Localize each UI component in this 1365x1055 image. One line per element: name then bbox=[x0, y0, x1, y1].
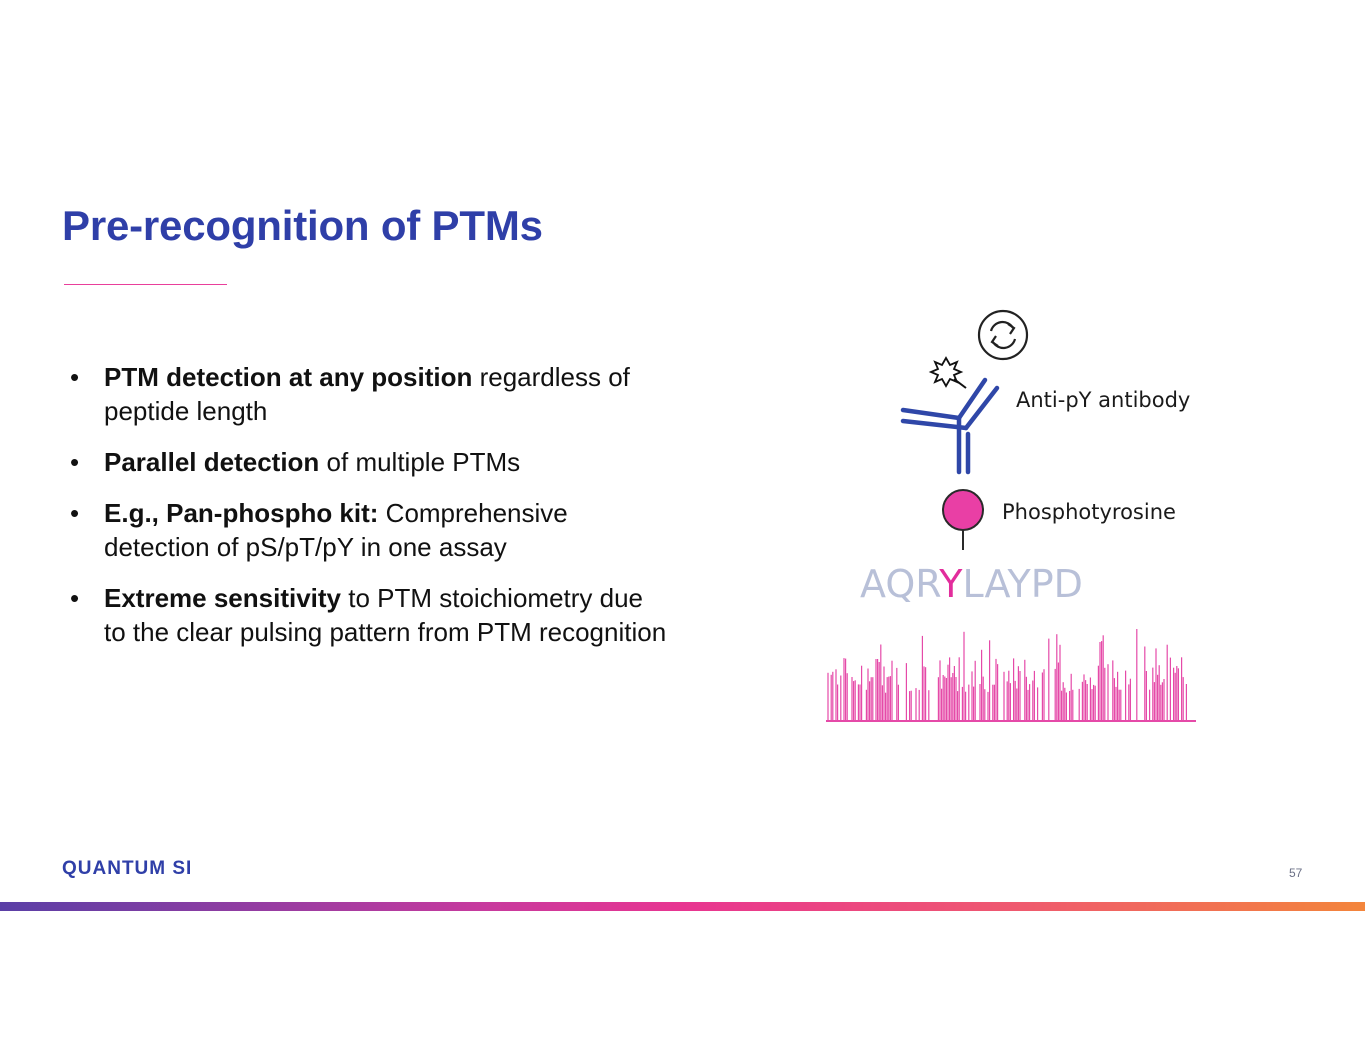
bullet-text: regardless of peptide length bbox=[104, 362, 630, 426]
footer-gradient-bar bbox=[0, 902, 1365, 911]
antibody-label: Anti-pY antibody bbox=[1016, 388, 1191, 412]
peptide-sequence bbox=[860, 562, 1083, 606]
bullet-bold: PTM detection at any position bbox=[104, 362, 473, 392]
sequence-highlight: Y bbox=[939, 562, 963, 606]
phosphotyrosine-label: Phosphotyrosine bbox=[1002, 500, 1176, 524]
phosphotyrosine-marker bbox=[943, 490, 983, 550]
bullet-dot-icon: • bbox=[70, 498, 80, 528]
bullet-dot-icon: • bbox=[70, 583, 80, 613]
quantum-si-logo: QUANTUM SI bbox=[62, 858, 193, 879]
bullet-item bbox=[70, 445, 670, 479]
bullet-text: Comprehensive detection of pS/pT/pY in one assay bbox=[104, 498, 568, 562]
trace-pulses bbox=[828, 629, 1186, 721]
title-underline bbox=[64, 284, 227, 285]
bullet-item bbox=[70, 496, 670, 564]
bullet-dot-icon: • bbox=[70, 362, 80, 392]
bullet-bold: Parallel detection bbox=[104, 447, 320, 477]
antibody-shape bbox=[903, 380, 997, 472]
bullet-dot-icon: • bbox=[70, 447, 80, 477]
bullet-item bbox=[70, 360, 670, 428]
ptm-recognition-figure bbox=[820, 300, 1220, 740]
bullet-bold: Extreme sensitivity bbox=[104, 583, 342, 613]
sequence-suffix: LAYPD bbox=[962, 562, 1083, 606]
bullet-text: of multiple PTMs bbox=[319, 447, 521, 477]
slide-title: Pre-recognition of PTMs bbox=[62, 202, 543, 249]
page-number: 57 bbox=[1289, 866, 1303, 880]
bullet-item bbox=[70, 581, 670, 649]
starburst-icon bbox=[931, 358, 966, 388]
recycle-icon bbox=[979, 311, 1027, 359]
bullet-text: to PTM stoichiometry due to the clear pulsing pattern from PTM recognition bbox=[104, 583, 667, 647]
bullet-bold: E.g., Pan-phospho kit: bbox=[104, 498, 379, 528]
sequence-prefix: AQR bbox=[860, 562, 940, 606]
bullet-list bbox=[70, 360, 670, 666]
pulse-trace bbox=[826, 628, 1198, 728]
